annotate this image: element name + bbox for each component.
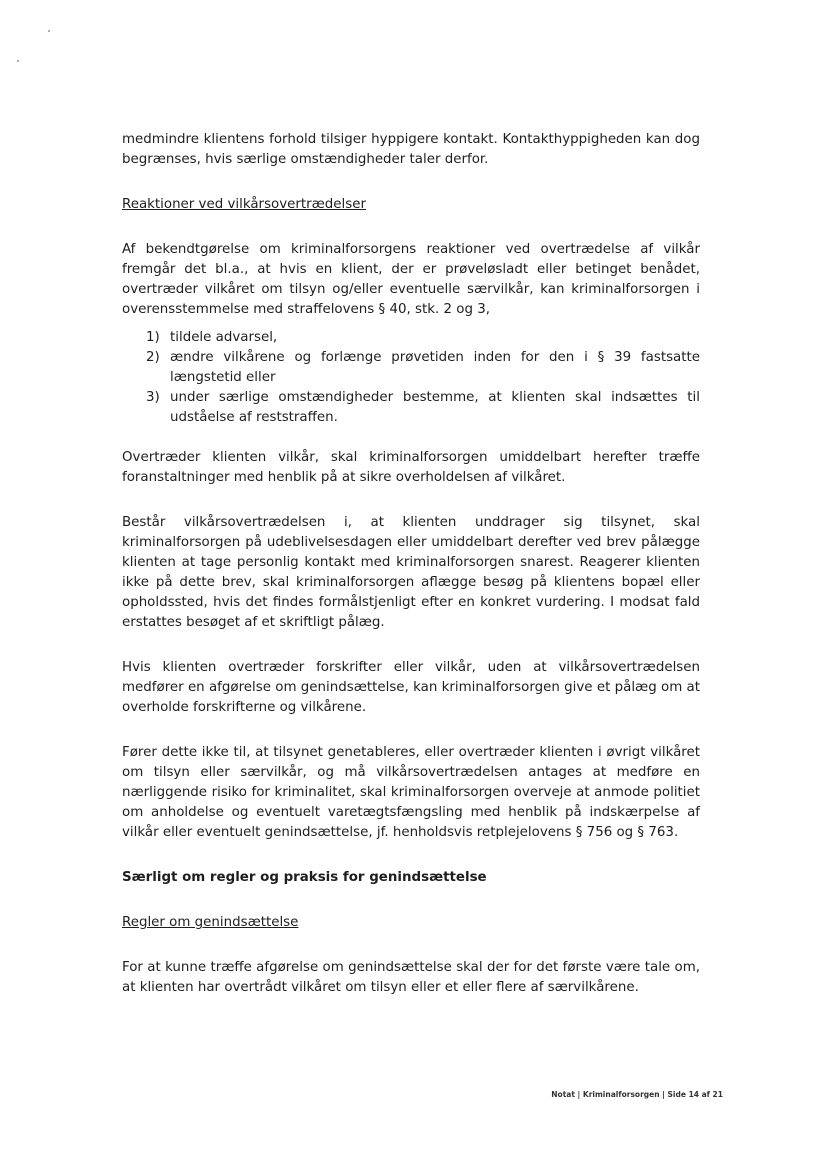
section-heading-reinstatement-rules: Regler om genindsættelse	[122, 915, 299, 930]
list-item-number: 1)	[146, 330, 160, 345]
scan-speck	[48, 30, 50, 32]
paragraph-reinstatement-condition: For at kunne træffe afgørelse om genindsættelse skal der for det første være tale om, at klienten har overtrådt vilkåret om tilsyn eller et eller flere af særvilkårene.	[122, 960, 700, 995]
section-heading-reactions: Reaktioner ved vilkårsovertrædelser	[122, 197, 366, 212]
list-item-number: 3)	[146, 390, 160, 405]
list-item-number: 2)	[146, 350, 160, 365]
paragraph-order-to-comply: Hvis klienten overtræder forskrifter eller vilkår, uden at vilkårsovertrædelsen medfører en afgørelse om genindsættelse, kan kriminalforsorgen give et pålæg om at overholde forskrifterne og vilkårene.	[122, 660, 700, 715]
list-item	[122, 388, 700, 428]
list-item-text: tildele advarsel,	[170, 330, 278, 345]
paragraph-contact-frequency: medmindre klientens forhold tilsiger hyppigere kontakt. Kontakthyppigheden kan dog begrænses, hvis særlige omstændigheder taler derfor.	[122, 132, 700, 167]
reaction-list	[122, 328, 700, 428]
page-footer: Notat | Kriminalforsorgen | Side 14 af 21	[551, 1090, 723, 1099]
paragraph-executive-order: Af bekendtgørelse om kriminalforsorgens reaktioner ved overtrædelse af vilkår fremgår det bl.a., at hvis en klient, der er prøveløsladt eller betinget benådet, overtræder vilkåret om tilsyn og/eller eventuelle særvilkår, kan kriminalforsorgen i overensstemmelse med straffelovens § 40, stk. 2 og 3,	[122, 242, 700, 317]
paragraph-police-arrest: Fører dette ikke til, at tilsynet genetableres, eller overtræder klienten i øvrigt vilkåret om tilsyn eller særvilkår, og må vilkårsovertrædelsen antages at medføre en nærliggende risiko for kriminalitet, skal kriminalforsorgen overveje at anmode politiet om anholdelse og eventuelt varetægtsfængsling med henblik på indskærpelse af vilkår eller eventuelt genindsættelse, jf. henholdsvis retplejelovens § 756 og § 763.	[122, 745, 700, 840]
document-body	[122, 130, 700, 998]
list-item-text: under særlige omstændigheder bestemme, at klienten skal indsættes til udståelse af reststraffen.	[170, 390, 700, 425]
list-item-text: ændre vilkårene og forlænge prøvetiden inden for den i § 39 fastsatte længstetid eller	[170, 350, 700, 385]
paragraph-immediate-measures: Overtræder klienten vilkår, skal kriminalforsorgen umiddelbart herefter træffe foranstaltninger med henblik på at sikre overholdelsen af vilkåret.	[122, 450, 700, 485]
paragraph-supervision-evasion: Består vilkårsovertrædelsen i, at klienten unddrager sig tilsynet, skal kriminalforsorgen på udeblivelsesdagen eller umiddelbart derefter ved brev pålægge klienten at tage personlig kontakt med kriminalforsorgen snarest. Reagerer klienten ikke på dette brev, skal kriminalforsorgen aflægge besøg på klientens bopæl eller opholdssted, hvis det findes formålstjenligt efter en konkret vurdering. I modsat fald erstattes besøget af et skriftligt pålæg.	[122, 515, 700, 630]
section-heading-reinstatement-practice: Særligt om regler og praksis for genindsættelse	[122, 870, 487, 885]
scan-speck	[17, 60, 19, 62]
list-item	[122, 348, 700, 388]
list-item	[122, 328, 700, 348]
